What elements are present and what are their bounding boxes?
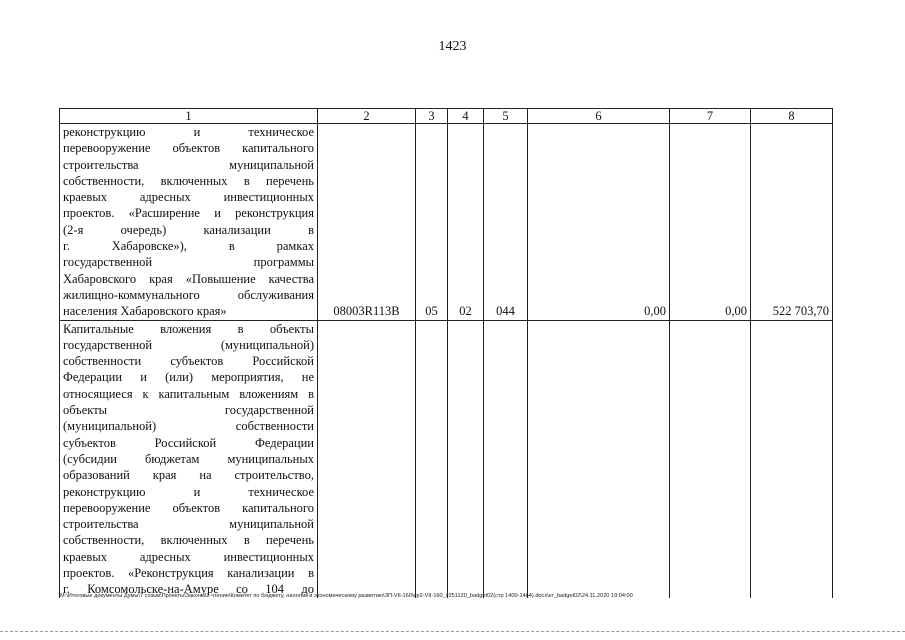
description-line: краевых адресных инвестиционных <box>63 190 314 205</box>
section-cell <box>416 320 448 598</box>
description-line: проектов. «Реконструкция канализации в <box>63 566 314 581</box>
description-line: Хабаровского края «Повышение качества <box>63 271 314 286</box>
header-col-6: 6 <box>528 109 670 124</box>
description-line: Капитальные вложения в объекты <box>63 321 314 336</box>
header-col-5: 5 <box>484 109 528 124</box>
description-line: Федерации и (или) мероприятия, не <box>63 370 314 385</box>
budget-table <box>59 108 833 598</box>
amount-col8-cell <box>751 320 833 598</box>
description-line: относящиеся к капитальным вложениям в <box>63 386 314 401</box>
description-line: государственной программы <box>63 255 314 270</box>
description-line: жилищно-коммунального обслуживания <box>63 287 314 302</box>
expense-type-cell <box>484 320 528 598</box>
amount-col7-cell <box>670 320 751 598</box>
description-line: образований края на строительство, <box>63 468 314 483</box>
header-col-4: 4 <box>448 109 484 124</box>
description-line: строительства муниципальной <box>63 157 314 172</box>
file-path-footer: M:\Итоговые документы Думы\7 созыв\Проекты\Законы\2 чтение\Комитет по бюджету, налогам и экономическому развитию\ЗП-VII-160\ер2-VII-160_v251120_badget02(стр 1400-1464).docx\ег_badget02\24.11.2020 19:04:00 <box>60 593 633 599</box>
description-line: краевых адресных инвестиционных <box>63 549 314 564</box>
description-line: строительства муниципальной <box>63 517 314 532</box>
page-bottom-divider <box>0 631 905 632</box>
description-line: (муниципальной) собственности <box>63 419 314 434</box>
description-line: г. Хабаровске»), в рамках <box>63 239 314 254</box>
target-code-cell <box>318 320 416 598</box>
description-line: проектов. «Расширение и реконструкция <box>63 206 314 221</box>
section-cell: 05 <box>416 124 448 321</box>
subsection-cell <box>448 320 484 598</box>
description-line: собственности субъектов Российской <box>63 354 314 369</box>
description-line: (субсидии бюджетам муниципальных <box>63 451 314 466</box>
header-col-1: 1 <box>60 109 318 124</box>
description-line: собственности, включенных в перечень <box>63 173 314 188</box>
header-col-7: 7 <box>670 109 751 124</box>
header-col-2: 2 <box>318 109 416 124</box>
amount-col6-cell: 0,00 <box>528 124 670 321</box>
expense-type-cell: 044 <box>484 124 528 321</box>
table-row <box>60 320 833 598</box>
description-line: объекты государственной <box>63 403 314 418</box>
description-line: собственности, включенных в перечень <box>63 533 314 548</box>
description-line: перевооружение объектов капитального <box>63 500 314 515</box>
amount-col8-cell: 522 703,70 <box>751 124 833 321</box>
table-row <box>60 124 833 321</box>
description-line: субъектов Российской Федерации <box>63 435 314 450</box>
amount-col6-cell <box>528 320 670 598</box>
table-header-row <box>60 109 833 124</box>
header-col-8: 8 <box>751 109 833 124</box>
description-line: реконструкцию и техническое <box>63 125 314 139</box>
target-code-cell: 08003R113B <box>318 124 416 321</box>
page-number: 1423 <box>438 39 467 54</box>
description-line: перевооружение объектов капитального <box>63 141 314 156</box>
row-description <box>60 124 318 321</box>
description-line: (2-я очередь) канализации в <box>63 222 314 237</box>
header-col-3: 3 <box>416 109 448 124</box>
row-description <box>60 320 318 598</box>
amount-col7-cell: 0,00 <box>670 124 751 321</box>
subsection-cell: 02 <box>448 124 484 321</box>
description-line: г. Комсомольске-на-Амуре со 104 до <box>63 582 314 597</box>
description-line: государственной (муниципальной) <box>63 337 314 352</box>
description-line: реконструкцию и техническое <box>63 484 314 499</box>
description-line: населения Хабаровского края» <box>63 304 227 319</box>
